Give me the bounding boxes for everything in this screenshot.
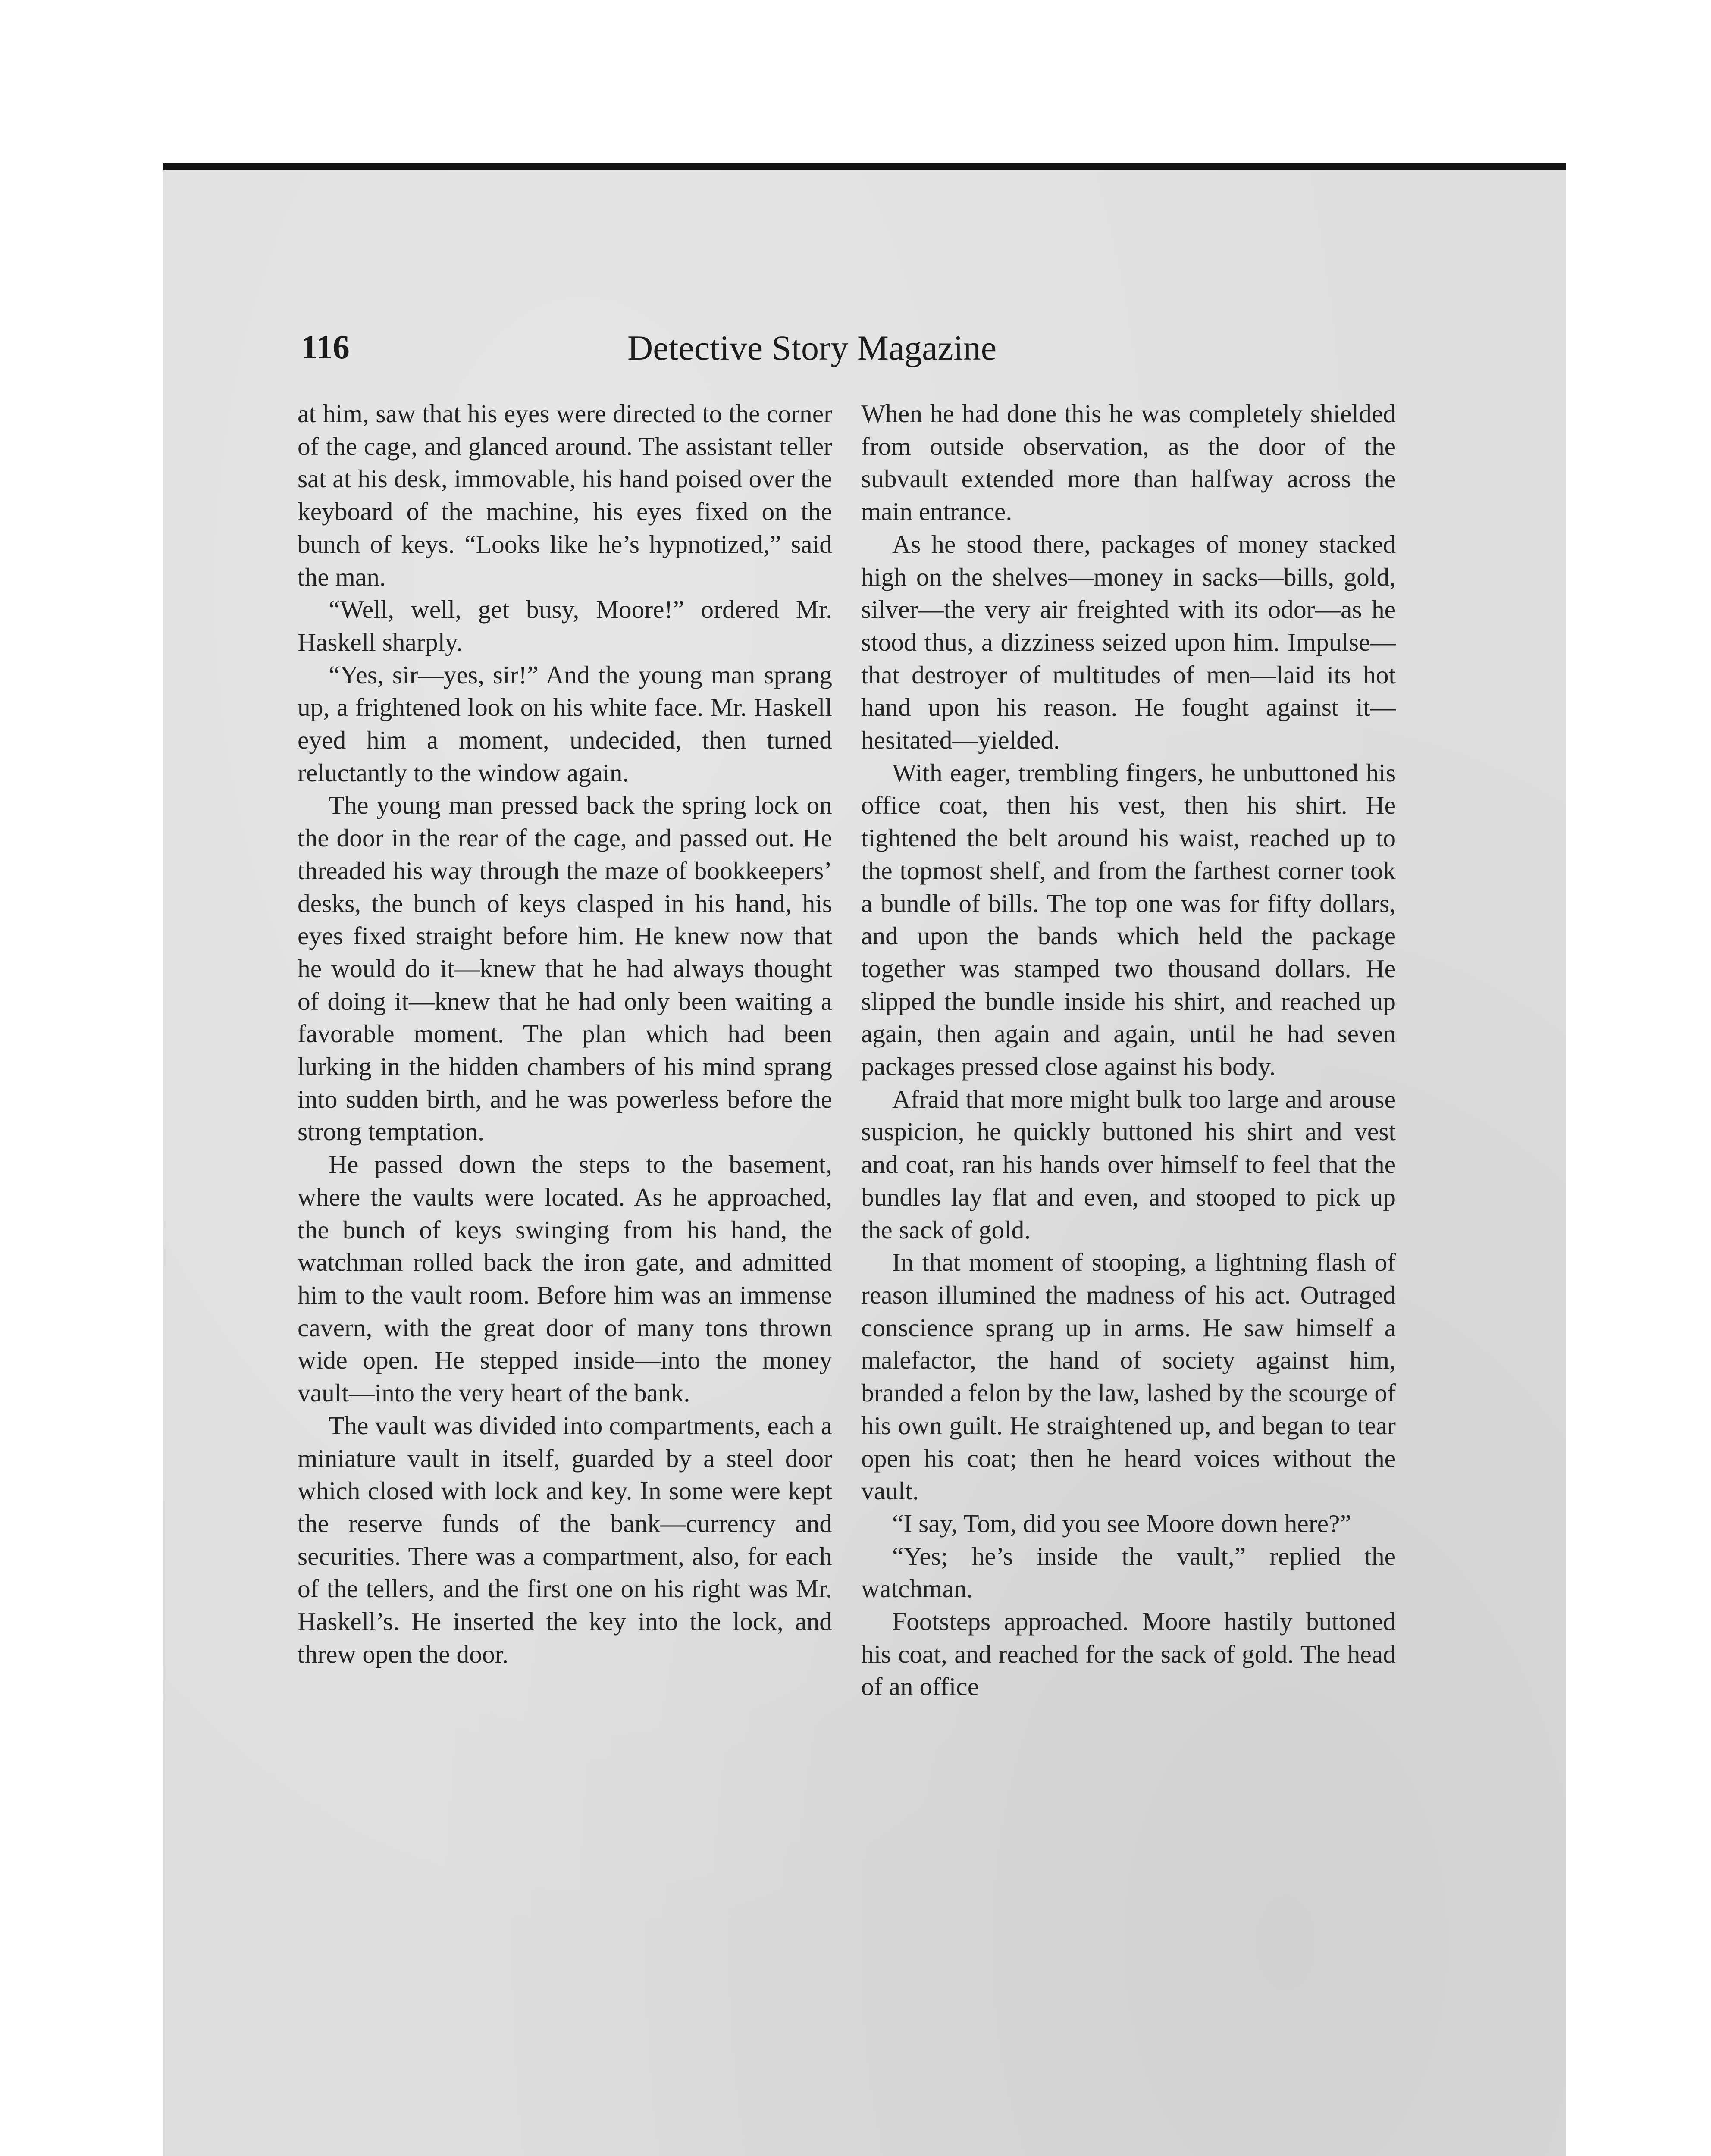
paragraph: The young man pressed back the spring lock on the door in the rear of the cage, and passed out. He threaded his way through the maze of bookkeepers’ desks, the bunch of keys clasped in his hand, his eyes fixed straight before him. He knew now that he would do it—knew that he had always thought of doing it—knew that he had only been waiting a favorable moment. The plan which had been lurking in the hidden chambers of his mind sprang into sudden birth, and he was powerless before the strong temptation. [298,791,832,1146]
paragraph: He passed down the steps to the basement, where the vaults were located. As he approached, the bunch of keys swinging from his hand, the watchman rolled back the iron gate, and admitted him to the vault room. Before him was an immense cavern, with the great door of many tons thrown wide open. He stepped inside—into the money vault—into the very heart of the bank. [298,1150,832,1407]
paragraph: “Yes, sir—yes, sir!” And the young man sprang up, a frightened look on his white face. Mr. Haskell eyed him a moment, undecided, then turned reluctantly to the window again. [298,660,832,787]
paragraph: The vault was divided into compartments, each a miniature vault in itself, guarded by a steel door which closed with lock and key. In some were kept the reserve funds of the bank—currency and securities. There was a compartment, also, for each of the tellers, and the first one on his right was Mr. Haskell’s. He inserted the key into the lock, and threw open the door. [298,1411,832,1668]
paragraph: at him, saw that his eyes were directed to the corner of the cage, and glanced around. The assistant teller sat at his desk, immovable, his hand poised over the keyboard of the machine, his eyes fixed on the bunch of keys. “Looks like he’s hypnotized,” said the man. [298,399,832,591]
paragraph: With eager, trembling fingers, he unbuttoned his office coat, then his vest, then his shirt. He tightened the belt around his waist, reached up to the topmost shelf, and from the farthest corner took a bundle of bills. The top one was for fifty dollars, and upon the bands which held the package together was stamped two thousand dollars. He slipped the bundle inside his shirt, and reached up again, then again and again, until he had seven packages pressed close against his body. [861,758,1396,1081]
left-column [298,398,832,1670]
paragraph: Afraid that more might bulk too large and arouse suspicion, he quickly buttoned his shirt and vest and coat, ran his hands over himself to feel that the bundles lay flat and even, and stooped to pick up the sack of gold. [861,1084,1396,1244]
paragraph: “I say, Tom, did you see Moore down here?” [892,1509,1351,1538]
right-column [861,398,1396,1703]
paragraph: As he stood there, packages of money stacked high on the shelves—money in sacks—bills, gold, silver—the very air freighted with its odor—as he stood thus, a dizziness seized upon him. Impulse—that destroyer of multitudes of men—laid its hot hand upon his reason. He fought against it—hesitated—yielded. [861,530,1396,755]
page-number: 116 [301,328,350,366]
paragraph: “Well, well, get busy, Moore!” ordered Mr. Haskell sharply. [298,595,832,656]
paragraph: Footsteps approached. Moore hastily buttoned his coat, and reached for the sack of gold. The head of an office [861,1607,1396,1701]
paragraph: In that moment of stooping, a lightning flash of reason illumined the madness of his act. Outraged conscience sprang up in arms. He saw himself a malefactor, the hand of society against him, branded a felon by the law, lashed by the scourge of his own guilt. He straightened up, and began to tear open his coat; then he heard voices without the vault. [861,1248,1396,1505]
running-head-title: Detective Story Magazine [627,328,997,367]
paragraph: “Yes; he’s inside the vault,” replied the watchman. [861,1542,1396,1603]
paragraph: When he had done this he was completely shielded from outside observation, as the door of the subvault extended more than halfway across the main entrance. [861,399,1396,526]
